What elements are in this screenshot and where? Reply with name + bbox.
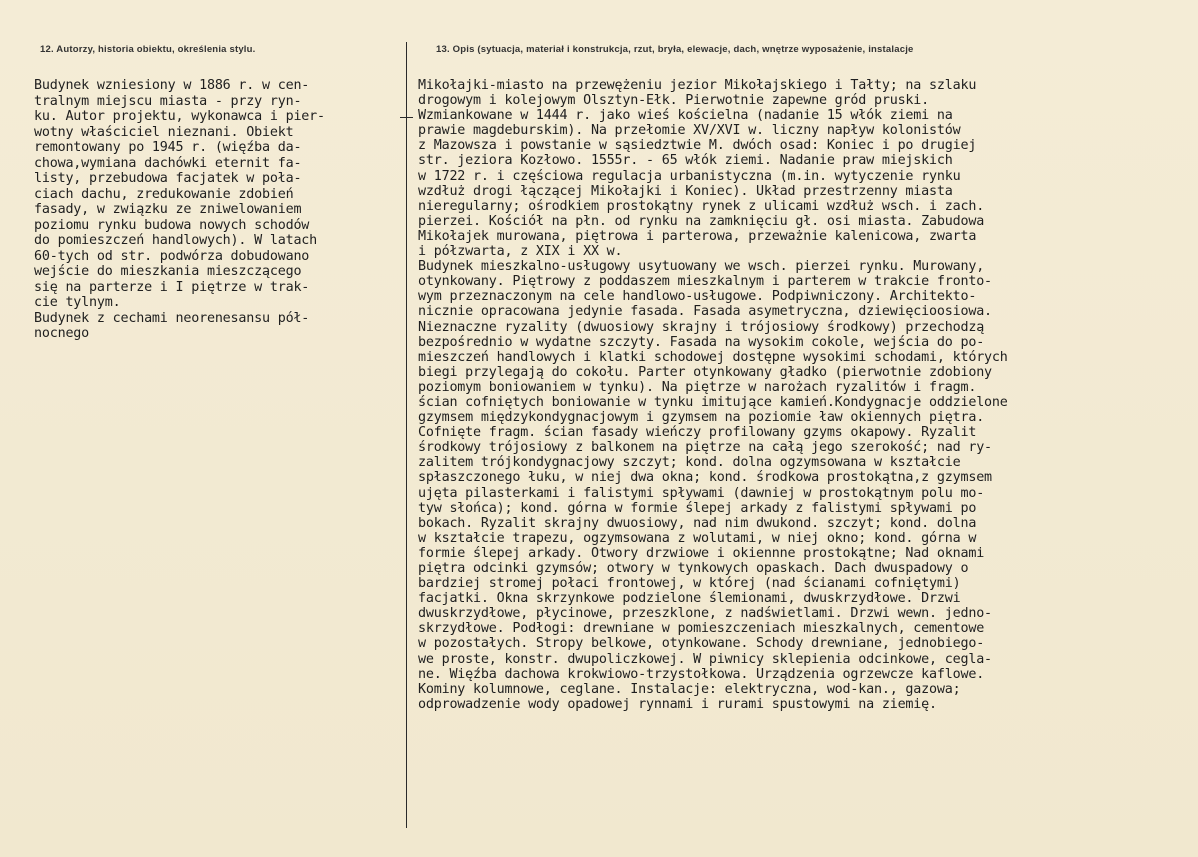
column-divider [406,42,407,828]
section-13-header: 13. Opis (sytuacja, materiał i konstrukcja, rzut, bryła, elewacje, dach, wnętrze wyposażenie, instalacje [436,44,914,55]
history-text-line: Budynek z cechami neorenesansu pół- [34,310,310,326]
description-text-line: w kształcie trapezu, ogzymsowana z wolutami, w niej okno; kond. górna w [418,530,977,546]
description-text-line: i półzwarta, z XIX i XX w. [418,244,623,260]
description-text-line: spłaszczonego łuku, w niej dwa okna; kond. środkowa prostokątna,z gzymsem [418,470,992,486]
description-text-line: facjatki. Okna skrzynkowe podzielone ślemionami, dwuskrzydłowe. Drzwi [418,591,961,607]
description-text-line: we proste, konstr. dwupoliczkowej. W piwnicy sklepienia odcinkowe, cegla- [418,651,992,667]
history-text-line: ku. Autor projektu, wykonawca i pier- [34,109,325,124]
history-text-line: wotny właściciel nieznani. Obiekt [34,124,294,140]
description-text-line: mieszczeń handlowych i klatki schodowej dostępne wysokimi schodami, których [418,349,1008,365]
description-text-line: środkowy trójosiowy z balkonem na piętrze na całą jego szerokość; nad ry- [418,440,992,456]
history-text-line: remontowany po 1945 r. (więźba da- [34,140,302,155]
description-text-line: pierzei. Kościół na płn. od rynku na zamknięciu gł. osi miasta. Zabudowa [418,213,985,229]
description-text-line: Wzmiankowane w 1444 r. jako wieś kościelna (nadanie 15 włók ziemi na [418,108,953,124]
description-text-line: zalitem trójkondygnacjowy szczyt; kond. dolna ogzymsowana w kształcie [418,455,961,471]
history-text-line: Budynek wzniesiony w 1886 r. w cen- [34,78,310,93]
description-text-line: tyw słońca); kond. górna w formie ślepej arkady z falistymi spływami po [418,500,977,516]
description-text-line: wzdłuż drogi łączącej Mikołajki i Koniec). Układ przestrzenny miasta [418,183,953,199]
history-text-line: fasady, w związku ze zniwelowaniem [34,202,302,217]
description-text-line: prawie magdeburskim). Na przełomie XV/XVI w. liczny napływ kolonistów [418,123,961,139]
description-text-line: ścian cofniętych boniowanie w tynku imitujące kamień.Kondygnacje oddzielone [418,394,1008,410]
history-text-line: do pomieszczeń handlowych). W latach [34,233,318,248]
description-text-line: bezpośrednio w wydatne szczyty. Fasada na wysokim cokole, wejścia do po- [418,334,985,350]
history-text-line: 60-tych od str. podwórza dobudowano [34,248,310,264]
description-text-line: Kominy kolumnowe, ceglane. Instalacje: elektryczna, wod-kan., gazowa; [418,681,961,697]
history-text-line: chowa,wymiana dachówki eternit fa- [34,155,302,171]
history-text-line: tralnym miejscu miasta - przy ryn- [34,93,302,109]
description-text-line: gzymsem międzykondygnacjowym i gzymsem na poziomie ław okiennych piętra. [418,410,985,426]
divider-tick-mark [400,117,413,118]
history-text-line: się na parterze i I piętrze w trak- [34,279,310,295]
description-text-line: otynkowany. Piętrowy z poddaszem mieszkalnym i parterem w trakcie fronto- [418,274,992,290]
history-text-line: wejście do mieszkania mieszczącego [34,264,302,279]
description-text-line: biegi przylegają do cokołu. Parter otynkowany gładko (pierwotnie zdobiony [418,364,992,380]
description-text-line: nicznie opracowana jedynie fasada. Fasada asymetryczna, dziewięcioosiowa. [418,304,992,320]
history-text-line: cie tylnym. [34,295,121,310]
description-text-line: piętra odcinki gzymsów; otwory w tynkowych opaskach. Dach dwuspadowy o [418,561,969,576]
description-text-line: formie ślepej arkady. Otwory drzwiowe i okiennne prostokątne; Nad oknami [418,545,985,561]
description-text-line: bardziej stromej połaci frontowej, w której (nad ścianami cofniętymi) [418,576,961,592]
description-text-line: dwuskrzydłowe, płycinowe, przeszklone, z nadświetlami. Drzwi wewn. jedno- [418,606,992,622]
description-text-line: wym przeznaczonym na cele handlowo-usługowe. Podpiwniczony. Architekto- [418,289,977,305]
description-text-line: w 1722 r. i częściowa regulacja urbanistyczna (m.in. wytyczenie rynku [418,168,961,184]
description-text-line: w pozostałych. Stropy belkowe, otynkowane. Schody drewniane, jednobiego- [418,636,985,652]
description-text-line: bokach. Ryzalit skrajny dwuosiowy, nad nim dwukond. szczyt; kond. dolna [418,515,977,531]
description-text-line: Cofnięte fragm. ścian fasady wieńczy profilowany gzyms okapowy. Ryzalit [418,425,977,441]
description-text-line: ne. Więźba dachowa krokwiowo-trzystołkowa. Urządzenia ogrzewcze kaflowe. [418,666,985,682]
description-text-line: drogowym i kolejowym Olsztyn-Ełk. Pierwotnie zapewne gród pruski. [418,93,930,109]
description-text-line: z Mazowsza i powstanie w sąsiedztwie M. dwóch osad: Koniec i po drugiej [418,138,977,154]
description-text-line: Mikołajek murowana, piętrowa i parterowa, przeważnie kalenicowa, zwarta [418,228,977,244]
description-text-line: odprowadzenie wody opadowej rynnami i rurami spustowymi na ziemię. [418,696,937,712]
section-12-header: 12. Autorzy, historia obiektu, określenia stylu. [40,44,256,55]
description-text-line: ujęta pilasterkami i falistymi spływami (dawniej w prostokątnym polu mo- [418,485,985,501]
description-text-column [418,78,1178,712]
history-text-line: poziomu rynku budowa nowych schodów [34,217,310,233]
description-text-line: Mikołajki-miasto na przewężeniu jezior Mikołajskiego i Tałty; na szlaku [418,78,977,93]
description-text-line: poziomym boniowaniem w tynku). Na piętrze w narożach ryzalitów i fragm. [418,379,977,395]
description-text-line: Nieznaczne ryzality (dwuosiowy skrajny i trójosiowy środkowy) przechodzą [418,319,985,335]
history-text-column [34,78,399,342]
history-text-line: listy, przebudowa facjatek w poła- [34,171,302,186]
description-text-line: Budynek mieszkalno-usługowy usytuowany we wsch. pierzei rynku. Murowany, [418,259,985,275]
description-text-line: nieregularny; ośrodkiem prostokątny rynek z ulicami wzdłuż wsch. i zach. [418,198,985,214]
history-text-line: ciach dachu, zredukowanie zdobień [34,186,294,202]
description-text-line: skrzydłowe. Podłogi: drewniane w pomieszczeniach mieszkalnych, cementowe [418,621,985,637]
description-text-line: str. jeziora Kozłowo. 1555r. - 65 włók ziemi. Nadanie praw miejskich [418,153,953,169]
history-text-line: nocnego [34,326,90,341]
